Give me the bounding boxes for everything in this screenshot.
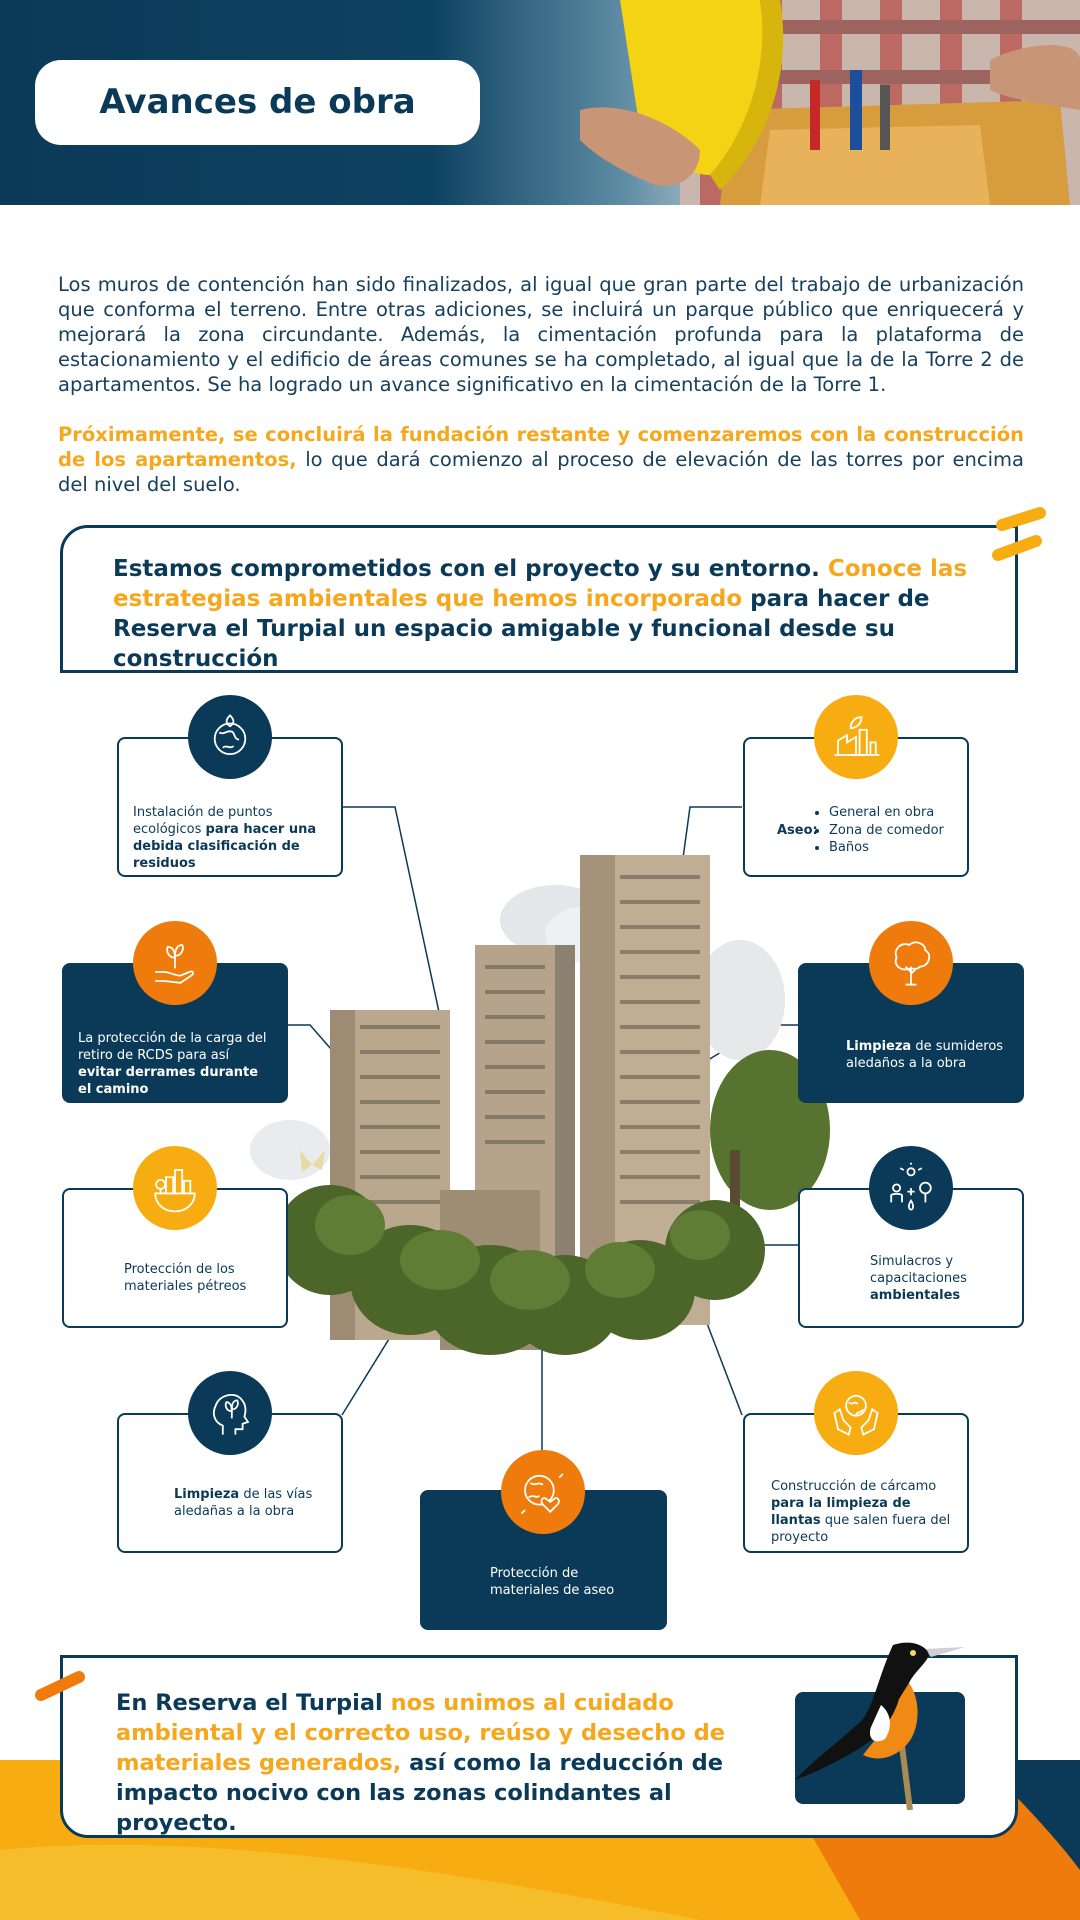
- cleaning-list: [815, 804, 944, 857]
- list-item: • Baños: [829, 839, 944, 857]
- list-item: • General en obra: [829, 804, 944, 822]
- construction-worker-image: [560, 0, 1080, 205]
- card-drains: Limpieza de sumideros aledaños a la obra: [798, 963, 1024, 1103]
- header-banner: [0, 0, 1080, 205]
- cleaning-label: Aseo:: [777, 823, 818, 838]
- commitment-highlight: Conoce las estrategias ambientales que hemos incorporado: [113, 556, 968, 612]
- commitment-part1: Estamos comprometidos con el proyecto y su entorno.: [113, 556, 828, 582]
- globe-heart-icon: [501, 1450, 585, 1534]
- list-item: • Zona de comedor: [829, 822, 944, 840]
- card-stone: Protección de los materiales pétreos: [62, 1188, 288, 1328]
- intro-highlight: Próximamente, se concluirá la fundación restante y comenzaremos con la construcción de los apartamentos,: [58, 423, 1024, 471]
- intro-paragraph-1: Los muros de contención han sido finalizados, al igual que gran parte del trabajo de urbanización que conforma el terreno. Entre otras adiciones, se incluirá un parque público que enriquecerá y mejorará la zona circundante. Además, la cimentación profunda para la plataforma de estacionamiento y el edificio de áreas comunes se ha completado, al igual que la de la Torre 2 de apartamentos. Se ha logrado un avance significativo en la cimentación de la Torre 1.: [58, 273, 1024, 396]
- intro-paragraph-2: [58, 422, 1024, 497]
- closing-part1: En Reserva el Turpial: [116, 1690, 391, 1716]
- decorative-dash: [33, 1665, 93, 1705]
- card-roads: Limpieza de las vías aledañas a la obra: [117, 1413, 343, 1553]
- city-earth-icon: [133, 1146, 217, 1230]
- globe-icon: [188, 695, 272, 779]
- closing-highlight: nos unimos al cuidado ambiental y el correcto uso, reúso y desecho de materiales generados,: [116, 1690, 725, 1776]
- closing-part3: así como la reducción de impacto nocivo con las zonas colindantes al proyecto.: [116, 1750, 724, 1836]
- head-leaf-icon: [188, 1371, 272, 1455]
- closing-text: [116, 1688, 776, 1838]
- decorative-dashes: [990, 505, 1050, 565]
- tree-icon: [869, 921, 953, 1005]
- card-carcamo: Construcción de cárcamo para la limpieza de llantas que salen fuera del proyecto: [743, 1413, 969, 1553]
- page-title: Avances de obra: [99, 82, 416, 122]
- hands-globe-icon: [814, 1371, 898, 1455]
- card-rcds: La protección de la carga del retiro de RCDS para así evitar derrames durante el camino: [62, 963, 288, 1103]
- intro-rest: lo que dará comienzo al proceso de elevación de las torres por encima del nivel del suelo.: [58, 448, 1024, 496]
- card-drills: Simulacros y capacitaciones ambientales: [798, 1188, 1024, 1328]
- card-eco-points: Instalación de puntos ecológicos para hacer una debida clasificación de residuos: [117, 737, 343, 877]
- factory-plant-icon: [814, 695, 898, 779]
- commitment-box: [60, 525, 1018, 673]
- card-cleaning-materials: Protección de materiales de aseo: [420, 1490, 667, 1630]
- people-cycle-icon: [869, 1146, 953, 1230]
- hand-sprout-icon: [133, 921, 217, 1005]
- bird-icon: [775, 1635, 975, 1810]
- commitment-text: [113, 554, 973, 674]
- commitment-part3: para hacer de Reserva el Turpial un espacio amigable y funcional desde su construcción: [113, 586, 930, 672]
